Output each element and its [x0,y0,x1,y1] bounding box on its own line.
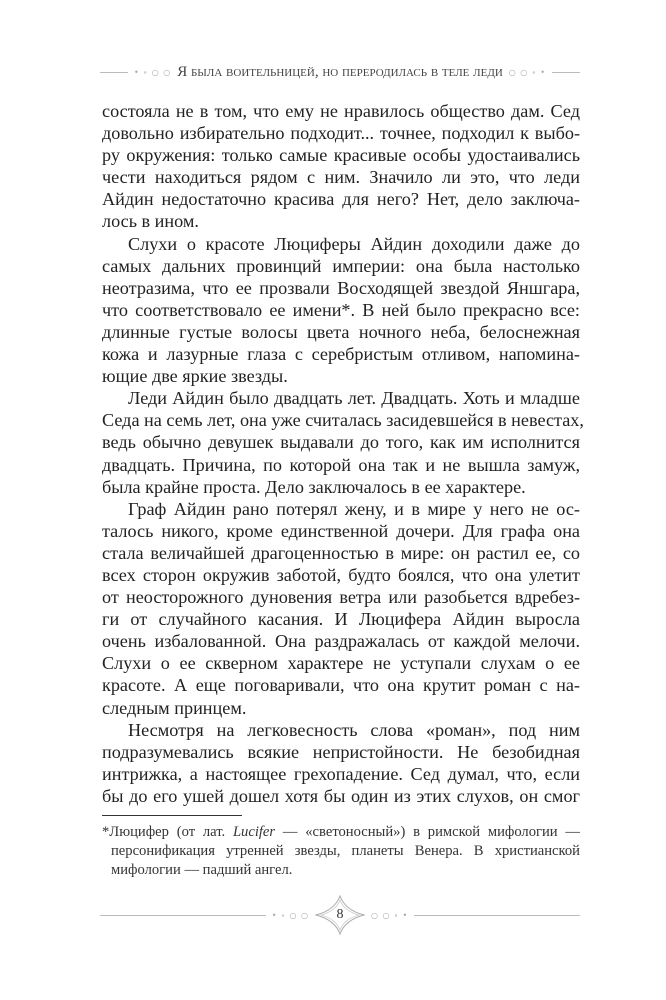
text-line: ющие две яркие звезды. [102,366,288,387]
text-line: следным принцем. [102,697,247,718]
text-line: длинные густые волосы цвета ночного неба, белоснежная [102,321,580,342]
text-line: ведь обычно девушек выдавали до того, как им исполнится [102,432,580,453]
text-line: всех сторон окружив заботой, будто боялся, что она улетит [102,564,580,585]
text-line: Несмотря на легковесность слова «роман», под ним [128,719,580,740]
text-line: бы до его ушей дошел хотя бы один из этих слухов, он смог [102,785,580,806]
page-footer [100,895,580,935]
text-line: очень избалованной. Она раздражалась от каждой мелочи. [102,631,580,652]
text-line: лось в ином. [102,211,199,232]
text-line: двадцать. Причина, по которой она так и не вышла замуж, [102,454,580,475]
text-line: кожа и лазурные глаза с серебристым отливом, напомина- [102,344,580,365]
text-line: от неосторожного дуновения ветра или разобьется вдребез- [102,587,580,608]
running-header [100,62,580,82]
text-line: Айдин недостаточно красива для него? Нет, дело заключа- [102,189,580,210]
ornament-dots-icon: ○ ○ ∘ • [508,67,547,77]
footnote-line: *Люцифер (от лат. Lucifer — «светоносный») в римской мифологии — [102,824,580,840]
text-line: чести находиться рядом с ним. Значило ли это, что леди [102,167,580,188]
text-line: была крайне проста. Дело заключалось в ее характере. [102,476,526,497]
text-line: Леди Айдин было двадцать лет. Двадцать. Хоть и младше [128,388,580,409]
body-text [102,100,584,807]
text-line: самых дальних провинций империи: она была настолько [102,255,580,276]
text-line: Граф Айдин рано потерял жену, и в мире у него не ос- [128,498,580,519]
footnote [102,823,580,880]
page-number: 8 [336,907,344,922]
text-line: ру окружения: только самые красивые особы удостаивались [102,145,580,166]
text-line: неотразима, что ее прозвали Восходящей звездой Яншгара, [102,277,580,298]
text-line: Слухи о ее скверном характере не уступали слухам о ее [102,653,580,674]
footer-rule-right [414,915,580,916]
text-line: красоте. А еще поговаривали, что она крутит роман с на- [102,675,580,696]
footnote-rule [102,815,242,816]
text-line: Слухи о красоте Люциферы Айдин доходили даже до [128,233,580,254]
ornament-dots-icon: ○ ○ ∘ • [371,910,409,920]
text-line: интрижка, а настоящее грехопадение. Сед думал, что, если [102,763,580,784]
text-line: талось никого, кроме единственной дочери. Для графа она [102,520,580,541]
text-line: состояла не в том, что ему не нравилось общество дам. Сед [102,101,580,121]
text-line: стала величайшей драгоценностью в мире: он растил ее, со [102,542,580,563]
ornament-dots-icon: • ∘ ○ ○ [134,67,172,77]
diamond-ornament-icon [315,895,365,935]
text-line: довольно избирательно подходит... точнее, подходил к выбо- [102,123,580,144]
text-line: ги от случайного касания. И Люцифера Айдин выросла [102,609,580,630]
text-line: что соответствовало ее имени*. В ней было прекрасно все: [102,299,580,320]
text-line: подразумевались всякие непристойности. Не безобидная [102,741,580,762]
ornament-dots-icon: • ∘ ○ ○ [271,910,309,920]
running-title: Я была воительницей, но переродилась в теле леди [177,63,503,80]
footer-rule-left [100,915,266,916]
header-rule-right [552,72,580,73]
header-rule-left [100,72,128,73]
footnote-line: персонификация утренней звезды, планеты Венера. В христианской [111,843,580,859]
text-line: Седа на семь лет, она уже считалась засидевшейся в невестах, [102,410,584,431]
footnote-line: мифологии — падший ангел. [111,862,293,878]
